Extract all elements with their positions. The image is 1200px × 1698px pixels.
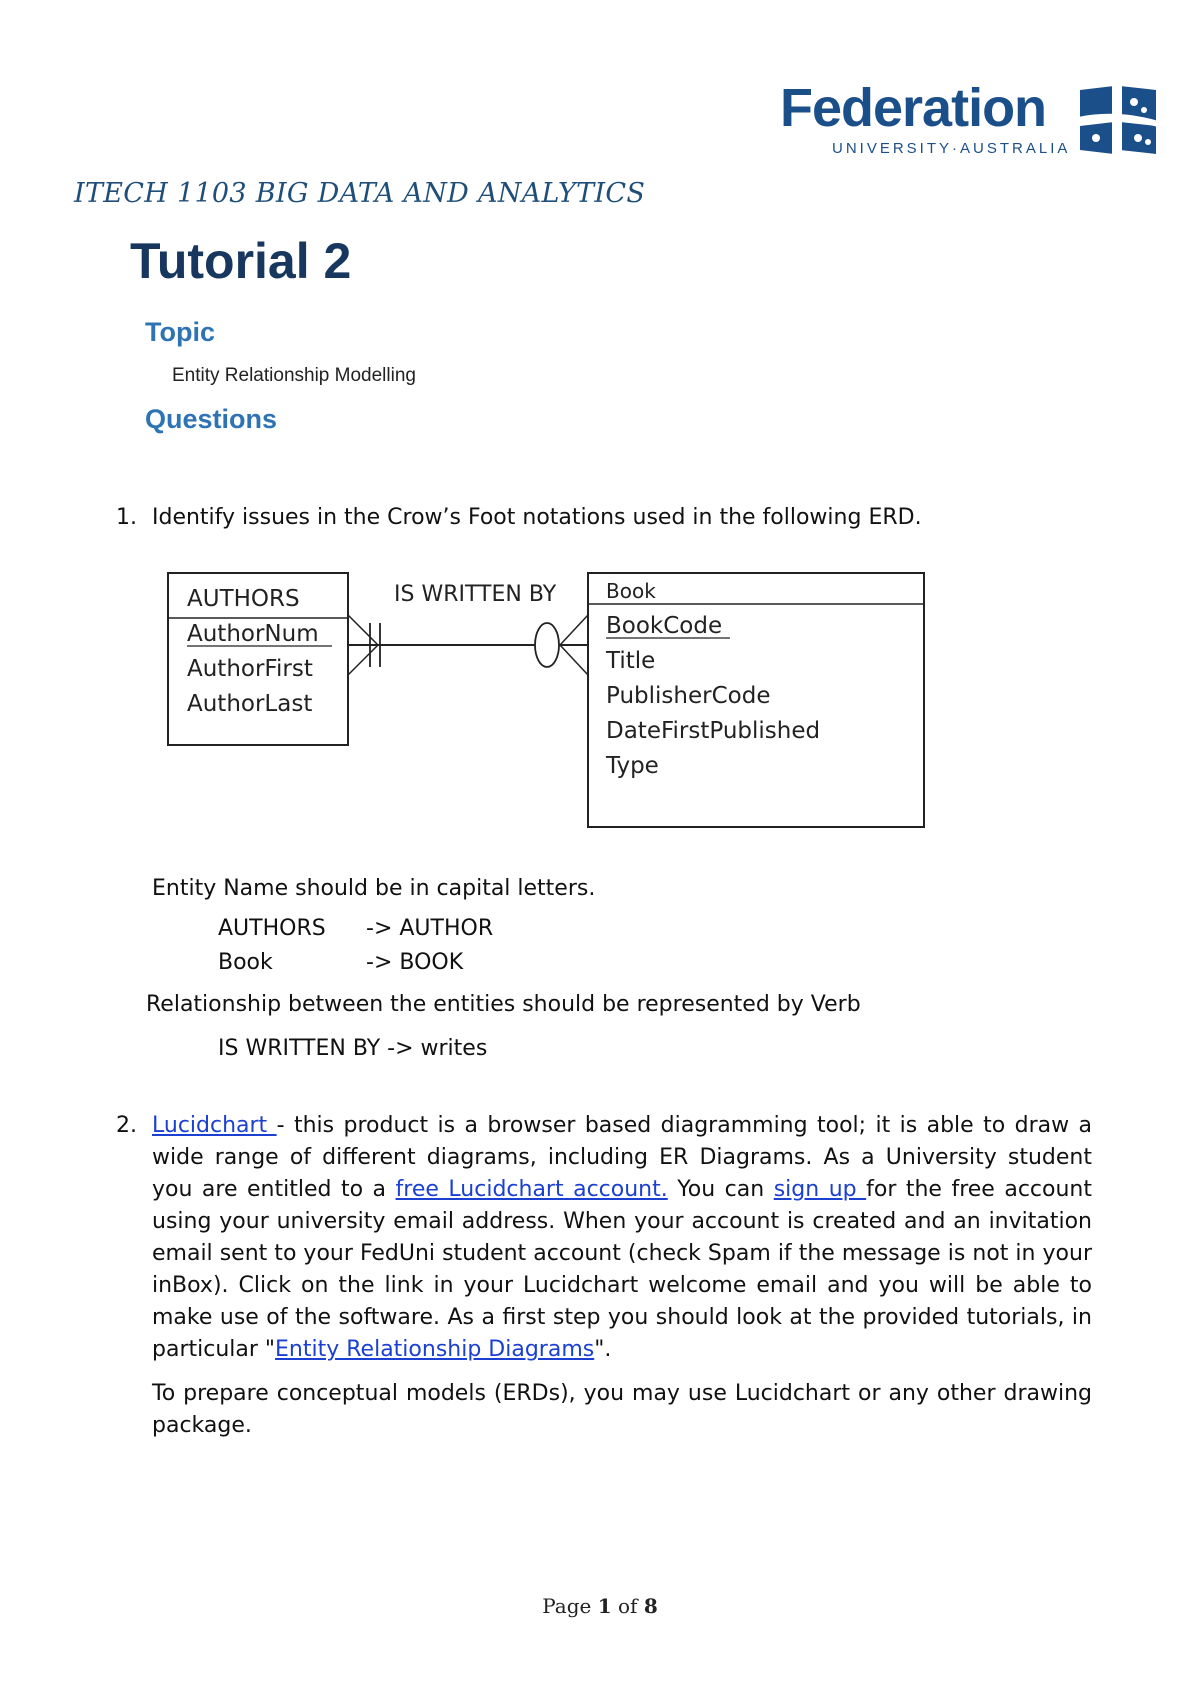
book-attr-4: DateFirstPublished	[606, 718, 821, 744]
book-attr-5: Type	[606, 753, 659, 779]
authors-attr-2: AuthorFirst	[187, 656, 313, 682]
mapping-to: -> BOOK	[366, 950, 464, 975]
answer-line-2: Relationship between the entities should be represented by Verb	[146, 992, 861, 1017]
topic-text: Entity Relationship Modelling	[172, 365, 416, 386]
of-word: of	[618, 1594, 638, 1618]
topic-heading: Topic	[145, 317, 215, 347]
erd-tutorial-link[interactable]: Entity Relationship Diagrams	[275, 1337, 595, 1362]
authors-entity-name: AUTHORS	[187, 586, 300, 612]
mapping-row-2	[218, 950, 463, 975]
mapping-row-1	[218, 916, 493, 941]
book-entity-name: Book	[606, 579, 656, 603]
sign-up-link[interactable]: sign up	[773, 1177, 867, 1202]
answer-line-1: Entity Name should be in capital letters.	[152, 876, 596, 901]
left-crowfoot-bottom	[348, 645, 378, 675]
right-crowfoot-bottom	[560, 645, 588, 675]
logo-wordmark: Federation	[780, 78, 1047, 138]
question-2-extra: To prepare conceptual models (ERDs), you may use Lucidchart or any other drawing package.	[152, 1381, 1092, 1438]
book-attr-1: BookCode	[606, 613, 723, 639]
page-total: 8	[643, 1594, 658, 1618]
page-word: Page	[542, 1594, 592, 1618]
federation-logo	[780, 78, 1160, 168]
flag-icon	[1078, 84, 1158, 156]
erd-diagram	[160, 565, 940, 835]
body-text: ".	[594, 1337, 612, 1362]
question-number: 1.	[116, 505, 137, 530]
body-text: - this product is a browser based diagramming tool; it is able to draw a wide range of different diagrams, including ER Diagrams. As a University student you are entitled to a	[152, 1113, 1092, 1202]
question-number: 2.	[116, 1113, 137, 1138]
mapping-from: AUTHORS	[218, 916, 326, 941]
right-crowfoot-top	[560, 615, 588, 645]
body-text: You can	[667, 1177, 774, 1202]
page-footer	[0, 1594, 1200, 1618]
mapping-row-3: IS WRITTEN BY -> writes	[218, 1036, 488, 1061]
authors-attr-3: AuthorLast	[187, 691, 313, 717]
question-2	[116, 1110, 1092, 1442]
course-title: ITECH 1103 BIG DATA AND ANALYTICS	[74, 178, 646, 209]
question-1	[116, 502, 1116, 534]
authors-attr-1: AuthorNum	[187, 621, 319, 647]
logo-subtitle: UNIVERSITY·AUSTRALIA	[832, 140, 1071, 157]
relationship-label: IS WRITTEN BY	[394, 582, 557, 607]
book-attr-2: Title	[606, 648, 656, 674]
questions-heading: Questions	[145, 404, 278, 434]
tutorial-title: Tutorial 2	[130, 233, 352, 289]
optional-circle	[535, 623, 559, 667]
mapping-from: Book	[218, 950, 273, 975]
left-crowfoot-top	[348, 615, 378, 645]
question-2-body	[152, 1110, 1092, 1366]
mapping-to: -> AUTHOR	[366, 916, 494, 941]
body-text: for the free account using your university email address. When your account is created and an invitation email sent to your FedUni student account (check Spam if the message is not in your inBox). Click on the link in your Lucidchart welcome email and you will be able to make use of the software. As a first step you should look at the provided tutorials, in particular "	[152, 1177, 1092, 1362]
free-account-link[interactable]: free Lucidchart account.	[395, 1177, 668, 1202]
book-attr-3: PublisherCode	[606, 683, 771, 709]
page-number: 1	[597, 1594, 612, 1618]
lucidchart-link[interactable]: Lucidchart	[152, 1113, 277, 1138]
question-text: Identify issues in the Crow’s Foot notations used in the following ERD.	[152, 505, 922, 530]
